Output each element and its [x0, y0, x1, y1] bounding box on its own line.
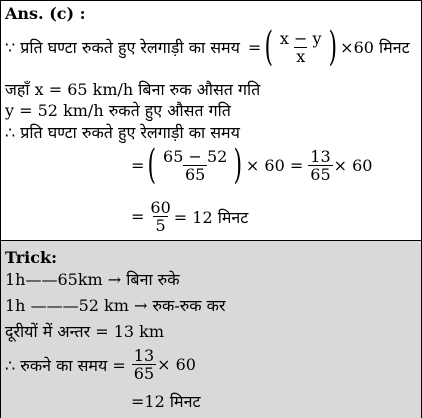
fraction — [148, 199, 172, 234]
left-paren: ( — [264, 24, 274, 70]
trick-section — [1, 240, 421, 418]
trick-line-3: दूरीयों में अन्तर = 13 km — [5, 322, 165, 341]
numerator: 13 — [310, 146, 331, 166]
denominator: 65 — [133, 364, 155, 383]
numerator: 13 — [133, 346, 155, 365]
denominator: 65 — [184, 164, 206, 184]
fraction — [161, 148, 229, 183]
equals-sign: = — [131, 207, 145, 226]
given-y-line: y = 52 km/h रुकते हुए औसत गति — [5, 101, 231, 120]
trick-heading: Trick: — [5, 248, 57, 267]
trick-line-5: =12 मिनट — [131, 392, 201, 411]
numerator: 65 − 52 — [163, 146, 228, 166]
denominator: 5 — [155, 216, 166, 235]
right-paren: ) — [328, 24, 337, 70]
formula-line — [5, 24, 410, 70]
fraction — [308, 148, 332, 183]
calculation-line — [131, 142, 373, 188]
answer-section — [1, 1, 421, 240]
equals-sign: = — [131, 155, 145, 175]
trick-line-2: 1h ———52 km → रुक-रुक कर — [5, 296, 226, 315]
formula-label: ∵ प्रति घण्टा रुकते हुए रेलगाड़ी का समय — [5, 38, 240, 57]
calc-tail: × 60 — [333, 155, 373, 175]
left-paren: ( — [147, 142, 157, 188]
numerator: 60 — [150, 198, 171, 217]
trick-line-1: 1h——65km → बिना रुके — [5, 270, 180, 289]
right-paren: ) — [233, 142, 243, 188]
trick-line-4 — [5, 347, 196, 382]
trick-tail: × 60 — [157, 355, 196, 374]
therefore-line: ∴ प्रति घण्टा रुकते हुए रेलगाड़ी का समय — [5, 123, 240, 142]
denominator: x — [296, 46, 306, 66]
answer-heading: Ans. (c) : — [5, 4, 86, 23]
calc-mid: × 60 = — [245, 155, 304, 175]
given-x-line: जहाँ x = 65 km/h बिना रुक औसत गति — [5, 80, 261, 99]
equals-sign: = — [247, 37, 262, 57]
denominator: 65 — [310, 164, 331, 184]
fraction — [132, 347, 156, 382]
numerator: x − y — [279, 28, 322, 48]
result-line — [131, 199, 248, 234]
result-tail: = 12 मिनट — [173, 207, 249, 227]
formula-tail: ×60 मिनट — [340, 38, 410, 57]
fraction — [278, 30, 324, 65]
trick-label: ∴ रुकने का समय = — [5, 355, 126, 375]
